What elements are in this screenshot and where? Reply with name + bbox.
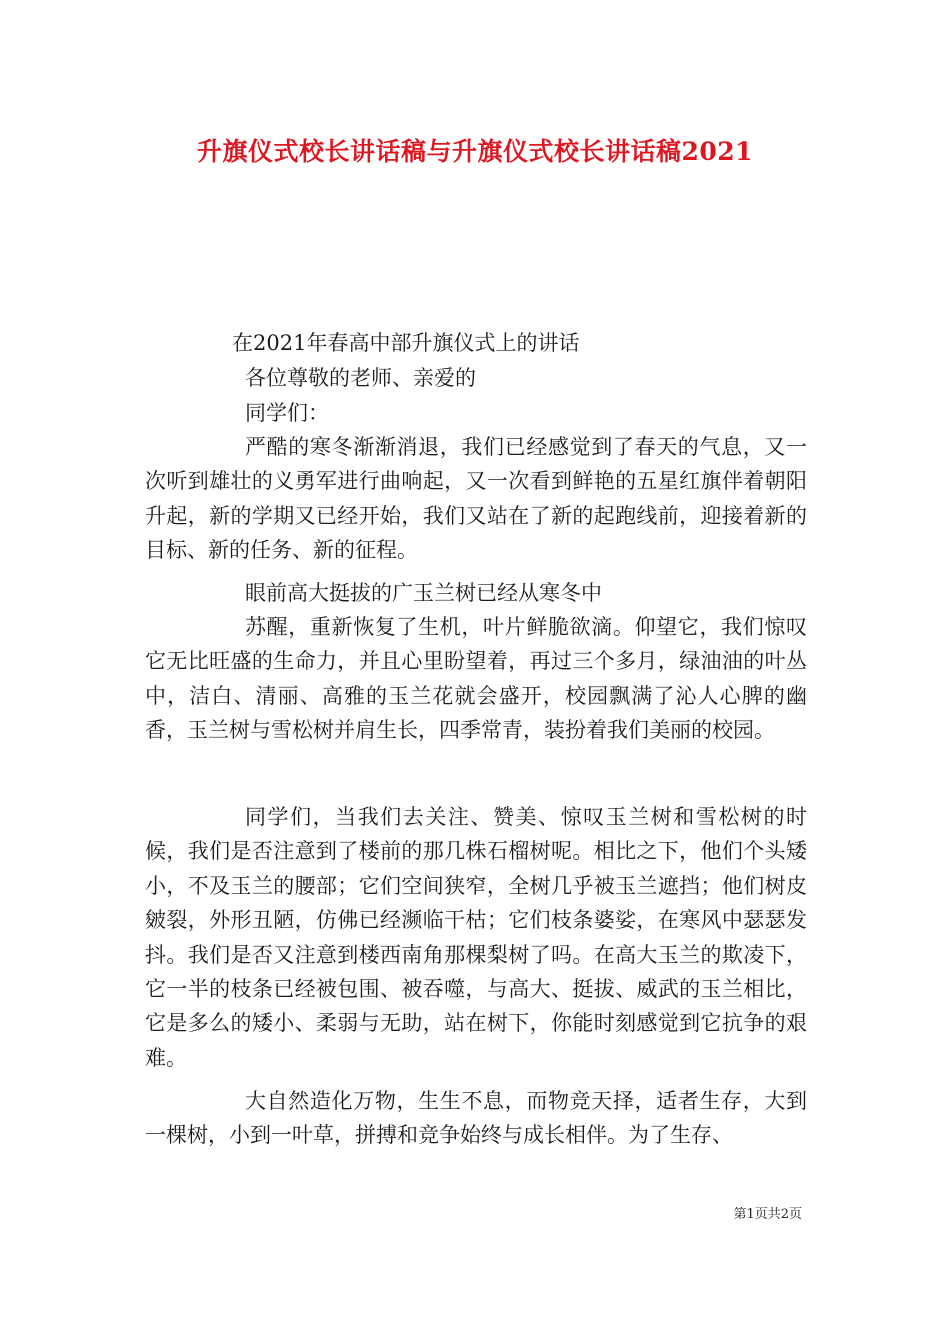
paragraph-4: 同学们，当我们去关注、赞美、惊叹玉兰树和雪松树的时候，我们是否注意到了楼前的那几株石榴树呢。相比之下，他们个头矮小，不及玉兰的腰部；它们空间狭窄，全树几乎被玉兰遮挡；他们树皮皴裂，外形丑陋，仿佛已经濒临干枯；它们枝条婆娑，在寒风中瑟瑟发抖。我们是否又注意到楼西南角那棵梨树了吗。在高大玉兰的欺凌下，它一半的枝条已经被包围、被吞噬，与高大、挺拔、威武的玉兰相比，它是多么的矮小、柔弱与无助，站在树下，你能时刻感觉到它抗争的艰难。 [145,805,807,1070]
paragraph-5: 大自然造化万物，生生不息，而物竞天择，适者生存，大到一棵树，小到一叶草，拼搏和竞争始终与成长相伴。为了生存、 [145,1089,807,1148]
document-title: 升旗仪式校长讲话稿与升旗仪式校长讲话稿2021 [196,137,754,166]
speech-heading: 在2021年春高中部升旗仪式上的讲话 [232,331,580,355]
paragraph-3: 苏醒，重新恢复了生机，叶片鲜脆欲滴。仰望它，我们惊叹它无比旺盛的生命力，并且心里盼望着，再过三个多月，绿油油的叶丛中，洁白、清丽、高雅的玉兰花就会盛开，校园飘满了沁人心脾的幽香，玉兰树与雪松树并肩生长，四季常青，装扮着我们美丽的校园。 [145,615,807,743]
salutation-line-1: 各位尊敬的老师、亲爱的 [245,366,476,390]
salutation-line-2: 同学们： [245,401,329,425]
page-number-footer: 第1页共2页 [733,1207,802,1222]
paragraph-1: 严酷的寒冬渐渐消退，我们已经感觉到了春天的气息，又一次听到雄壮的义勇军进行曲响起，又一次看到鲜艳的五星红旗伴着朝阳升起，新的学期又已经开始，我们又站在了新的起跑线前，迎接着新的目标、新的任务、新的征程。 [145,435,807,563]
paragraph-2: 眼前高大挺拔的广玉兰树已经从寒冬中 [245,581,602,605]
